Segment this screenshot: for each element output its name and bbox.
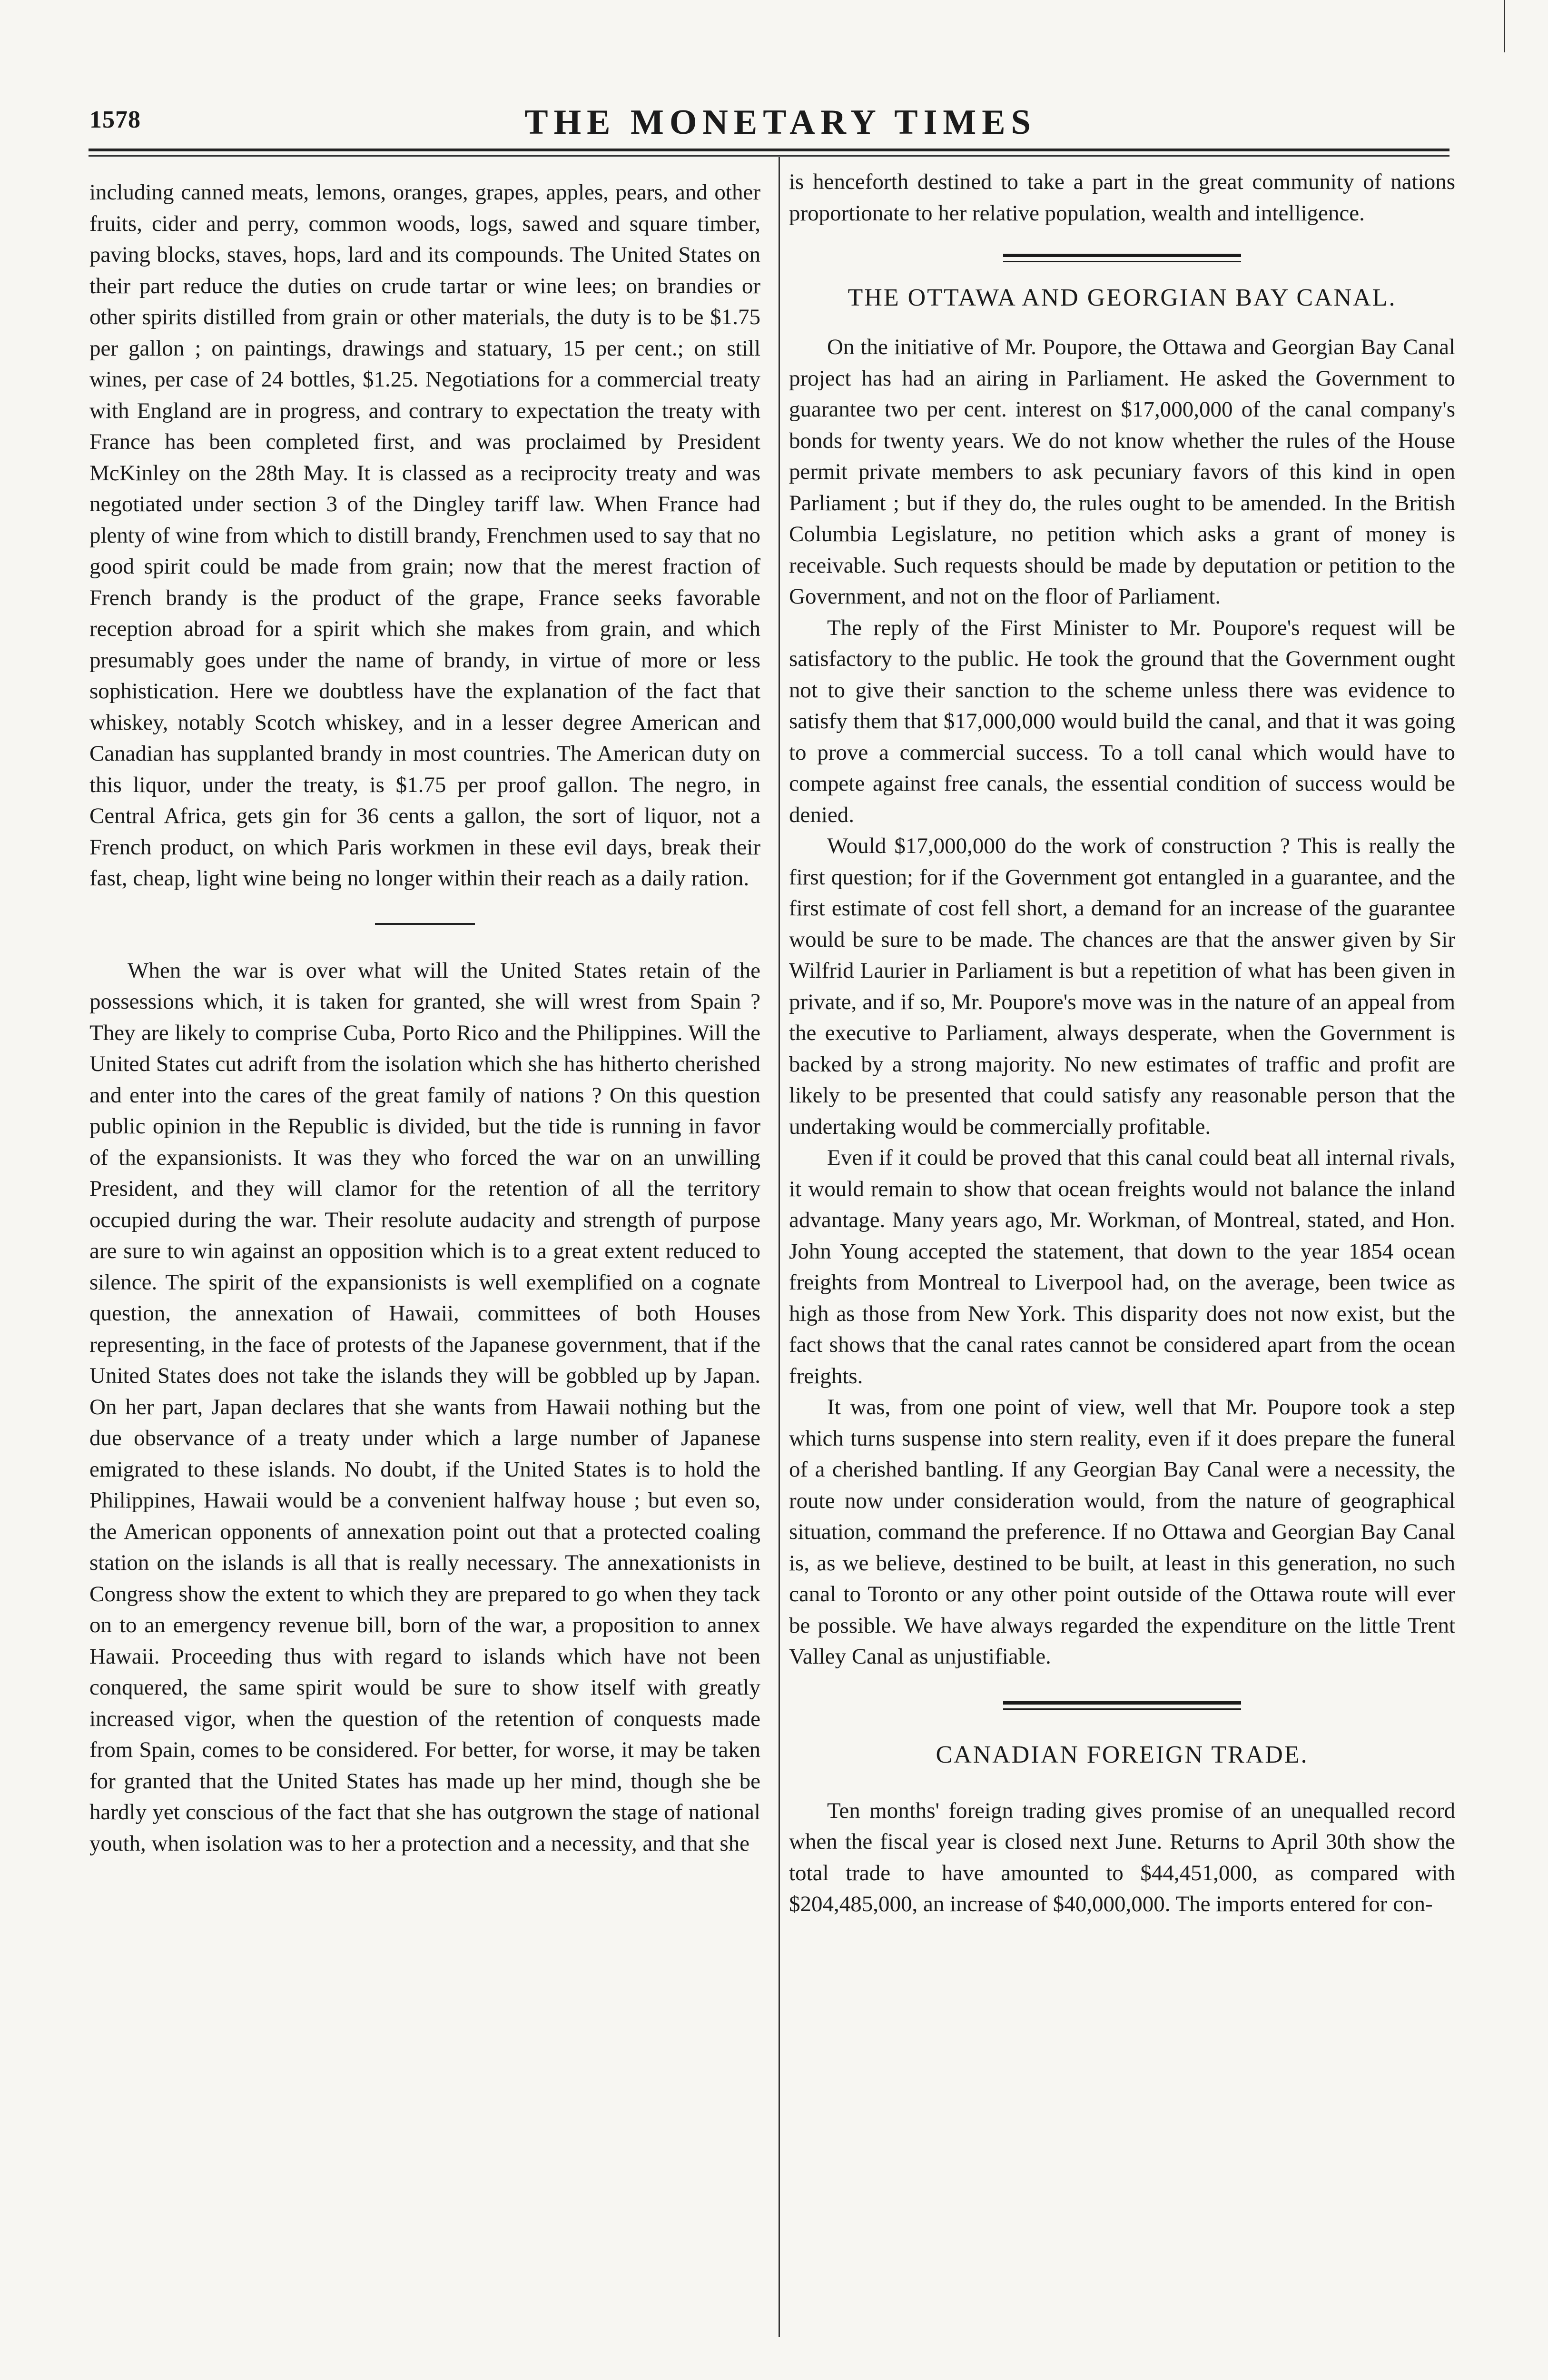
section-divider: [1003, 1701, 1241, 1710]
masthead-title: THE MONETARY TIMES: [524, 103, 1036, 142]
trade-paragraph-1: Ten months' foreign trading gives promise of an unequalled record when the fiscal year is closed next June. Returns to April 30th show the total trade to have amounted to $44,451,000, as compared with $204,485,000, an increase of $40,000,000. The imports entered for con-: [789, 1798, 1455, 1916]
canal-paragraph-5: It was, from one point of view, well that Mr. Poupore took a step which turns suspense into stern reality, even if it does prepare the funeral of a cherished bantling. If any Georgian Bay Canal were a necessity, the route now under consideration would, from the nature of geographical situation, command the preference. If no Ottawa and Georgian Bay Canal is, as we believe, destined to be built, at least in this generation, no such canal to Toronto or any other point outside of the Ottawa route will ever be possible. We have always regarded the expenditure on the little Trent Valley Canal as unjustifiable.: [789, 1395, 1455, 1669]
paragraph-continuation: is henceforth destined to take a part in the great community of nations proportionate to her relative population, wealth and intelligence.: [789, 169, 1455, 226]
left-column: [89, 177, 760, 1859]
right-column: [789, 167, 1455, 1920]
header-rule: [89, 149, 1449, 151]
page-number: 1578: [89, 106, 141, 133]
canal-paragraph-3: Would $17,000,000 do the work of construction ? This is really the first question; for if the Government got entangled in a guarantee, and the first estimate of cost fell short, a demand for an increase of the guarantee would be sure to be made. The chances are that the answer given by Sir Wilfrid Laurier in Parliament is but a repetition of what has been given in private, and if so, Mr. Poupore's move was in the nature of an appeal from the executive to Parliament, always desperate, when the Government is backed by a strong majority. No new estimates of traffic and profit are likely to be presented that could satisfy any reasonable person that the undertaking would be commercially profitable.: [789, 833, 1455, 1139]
canal-paragraph-2: The reply of the First Minister to Mr. Poupore's request will be satisfactory to the public. He took the ground that the Government ought not to give their sanction to the scheme unless there was evidence to satisfy them that $17,000,000 would build the canal, and that it was going to prove a commercial success. To a toll canal which would have to compete against free canals, the essential condition of success would be denied.: [789, 615, 1455, 827]
trade-heading: CANADIAN FOREIGN TRADE.: [936, 1741, 1309, 1768]
canal-paragraph-1: On the initiative of Mr. Poupore, the Ottawa and Georgian Bay Canal project has had an airing in Parliament. He asked the Government to guarantee two per cent. interest on $17,000,000 of the canal company's bonds for twenty years. We do not know whether the rules of the House permit private members to ask pecuniary favors of this kind in open Parliament ; but if they do, the rules ought to be amended. In the British Columbia Legislature, no petition which asks a grant of money is receivable. Such requests should be made by deputation or petition to the Government, and not on the floor of Parliament.: [789, 335, 1455, 609]
paragraph-treaty: including canned meats, lemons, oranges, grapes, apples, pears, and other fruits, cider and perry, common woods, logs, sawed and square timber, paving blocks, staves, hops, lard and its compounds. The United States on their part reduce the duties on crude tartar or wine lees; on brandies or other spirits distilled from grain or other materials, the duty is to be $1.75 per gallon ; on paintings, drawings and statuary, 15 per cent.; on still wines, per case of 24 bottles, $1.25. Negotiations for a commercial treaty with England are in progress, and contrary to expectation the treaty with France has been completed first, and was proclaimed by President McKinley on the 28th May. It is classed as a reciprocity treaty and was negotiated under section 3 of the Dingley tariff law. When France had plenty of wine from which to distill brandy, Frenchmen used to say that no good spirit could be made from grain; now that the merest fraction of French brandy is the product of the grape, France seeks favorable reception abroad for a spirit which she makes from grain, and which presumably goes under the name of brandy, in virtue of more or less sophistication. Here we doubtless have the explanation of the fact that whiskey, notably Scotch whiskey, and in a lesser degree American and Canadian has supplanted brandy in most countries. The American duty on this liquor, under the treaty, is $1.75 per proof gallon. The negro, in Central Africa, gets gin for 36 cents a gallon, the sort of liquor, not a French product, on which Paris workmen in these evil days, break their fast, cheap, light wine being no longer within their reach as a daily ration.: [89, 180, 760, 891]
margin-rule: [1504, 0, 1505, 52]
canal-heading: THE OTTAWA AND GEORGIAN BAY CANAL.: [848, 284, 1397, 311]
section-divider: [375, 923, 475, 925]
canal-paragraph-4: Even if it could be proved that this canal could beat all internal rivals, it would remain to show that ocean freights would not balance the inland advantage. Many years ago, Mr. Workman, of Montreal, stated, and Hon. John Young accepted the statement, that down to the year 1854 ocean freights from Montreal to Liverpool had, on the average, been twice as high as those from New York. This disparity does not now exist, but the fact shows that the canal rates cannot be considered apart from the ocean freights.: [789, 1145, 1455, 1388]
paragraph-expansion: When the war is over what will the United States retain of the possessions which, it is taken for granted, she will wrest from Spain ? They are likely to comprise Cuba, Porto Rico and the Philippines. Will the United States cut adrift from the isolation which she has hitherto cherished and enter into the cares of the great family of nations ? On this question public opinion in the Republic is divided, but the tide is running in favor of the expansionists. It was they who forced the war on an unwilling President, and they will clamor for the retention of all the territory occupied during the war. Their resolute audacity and strength of purpose are sure to win against an opposition which is to a great extent reduced to silence. The spirit of the expansionists is well exemplified on a cognate question, the annexation of Hawaii, committees of both Houses representing, in the face of protests of the Japanese government, that if the United States does not take the islands they will be gobbled up by Japan. On her part, Japan declares that she wants from Hawaii nothing but the due observance of a treaty under which a large number of Japanese emigrated to these islands. No doubt, if the United States is to hold the Philippines, Hawaii would be a convenient halfway house ; but even so, the American opponents of annexation point out that a protected coaling station on the islands is all that is really necessary. The annexationists in Congress show the extent to which they are prepared to go when they tack on to an emergency revenue bill, born of the war, a proposition to annex Hawaii. Proceeding thus with regard to islands which have not been conquered, the same spirit would be sure to show itself with greatly increased vigor, when the question of the retention of conquests made from Spain, comes to be considered. For better, for worse, it may be taken for granted that the United States has made up her mind, though she be hardly yet conscious of the fact that she has outgrown the stage of national youth, when isolation was to her a protection and a necessity, and that she: [89, 958, 760, 1856]
section-divider: [1003, 254, 1241, 262]
column-divider: [779, 157, 780, 2337]
header-rule-thin: [89, 155, 1449, 157]
